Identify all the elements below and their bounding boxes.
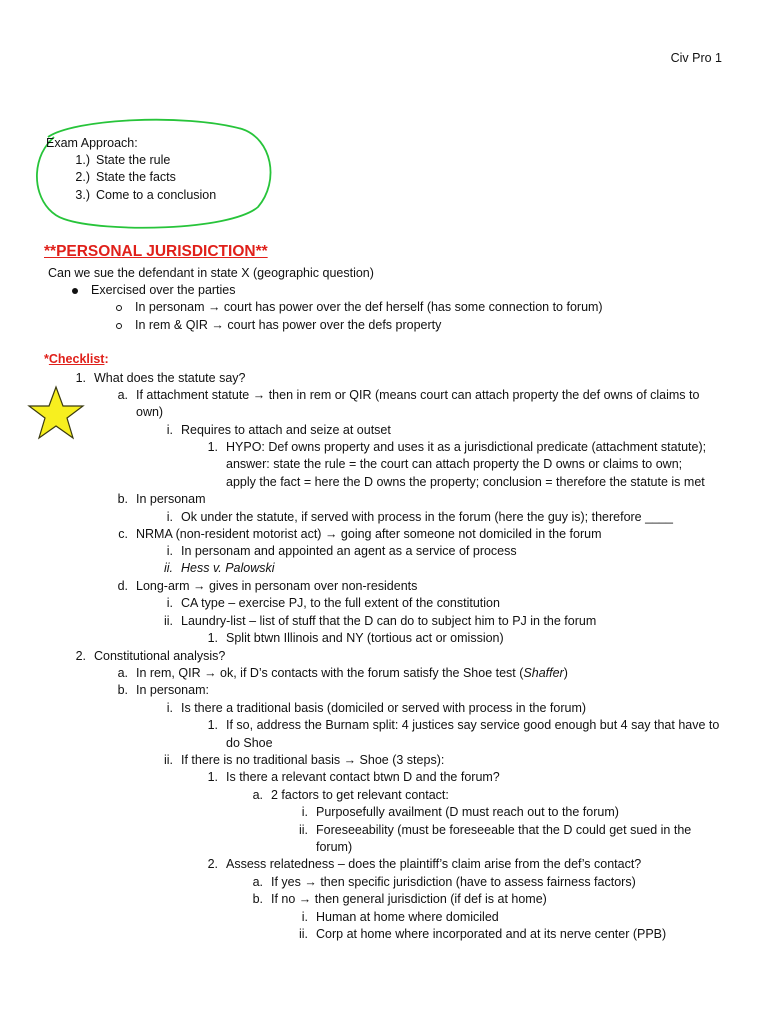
outline-text: Requires to attach and seize at outset [181, 423, 391, 437]
sub-bullet-item [116, 299, 603, 316]
outline-line [108, 491, 205, 508]
outline-marker: i. [301, 805, 308, 819]
outline-line [243, 787, 449, 804]
sub-bullet-icon [116, 305, 122, 311]
checklist-asterisk: * [44, 352, 49, 366]
sub-bullet-icon [116, 323, 122, 329]
step-text: Come to a conclusion [96, 188, 217, 202]
outline-text: Human at home where domiciled [316, 910, 499, 924]
outline-text: Laundry-list – list of stuff that the D can do to subject him to PJ in the forum [181, 614, 597, 628]
outline-line [108, 578, 417, 595]
outline-text: Foreseeability (must be foreseeable that the D could get sued in the [316, 823, 692, 837]
outline-text: own) [136, 405, 164, 419]
step-number: 3.) [75, 188, 90, 202]
outline-marker: ii. [298, 927, 308, 941]
outline-line [153, 543, 517, 560]
outline-text: ) [563, 666, 568, 680]
outline-marker: i. [166, 701, 173, 715]
outline-marker: 1. [207, 440, 218, 454]
outline-line [66, 370, 245, 387]
outline-line [198, 456, 682, 473]
outline-text: In rem, QIR → ok, if D’s contacts with the forum satisfy the Shoe test ( [136, 666, 524, 680]
outline-line [153, 595, 500, 612]
star-icon [27, 385, 85, 441]
outline-marker: b. [117, 683, 128, 697]
outline-text: apply the fact = here the D owns the property; conclusion = therefore the statute is met [226, 475, 705, 489]
outline-marker: i. [166, 596, 173, 610]
outline-marker: 1. [207, 718, 218, 732]
outline-text: CA type – exercise PJ, to the full extent of the constitution [181, 596, 500, 610]
outline-line [288, 926, 666, 943]
outline-marker: 1. [75, 371, 86, 385]
outline-text: If there is no traditional basis → Shoe (3 steps): [181, 753, 445, 767]
outline-line [288, 804, 619, 821]
case-name: Shaffer [523, 666, 564, 680]
outline-line [108, 665, 568, 682]
outline-line [108, 526, 602, 543]
outline-text: NRMA (non-resident motorist act) → going after someone not domiciled in the forum [136, 527, 602, 541]
outline-marker: a. [117, 666, 128, 680]
checklist-word: Checklist [48, 352, 105, 366]
outline-text: Is there a traditional basis (domiciled or served with process in the forum) [181, 701, 587, 715]
outline-text: HYPO: Def owns property and uses it as a jurisdictional predicate (attachment statute); [226, 440, 707, 454]
exam-step-2 [62, 169, 176, 186]
outline-line [288, 839, 352, 856]
section-intro: Can we sue the defendant in state X (geographic question) [48, 266, 374, 280]
exam-step-1 [62, 152, 170, 169]
outline-line [243, 874, 636, 891]
outline-marker: 1. [207, 770, 218, 784]
outline-line [198, 769, 500, 786]
outline-marker: a. [252, 788, 263, 802]
step-text: State the rule [96, 153, 171, 167]
outline-text: What does the statute say? [94, 371, 246, 385]
outline-marker: ii. [298, 823, 308, 837]
outline-marker: i. [166, 510, 173, 524]
outline-marker: a. [117, 388, 128, 402]
checklist-colon: : [104, 352, 109, 366]
outline-text: Long-arm → gives in personam over non-residents [136, 579, 418, 593]
step-number: 1.) [75, 153, 90, 167]
outline-line [288, 822, 691, 839]
section-heading: **PERSONAL JURISDICTION** [44, 243, 268, 260]
checklist-label [44, 352, 109, 366]
outline-text: Ok under the statute, if served with process in the forum (here the guy is); therefore ____ [181, 510, 673, 524]
outline-text: answer: state the rule = the court can attach property the D owns or claims to own; [226, 457, 683, 471]
outline-marker: i. [166, 544, 173, 558]
outline-text: Split btwn Illinois and NY (tortious act or omission) [226, 631, 504, 645]
outline-line [198, 735, 273, 752]
outline-line [198, 439, 706, 456]
outline-marker: 1. [207, 631, 218, 645]
outline-marker: ii. [163, 614, 173, 628]
outline-line [108, 682, 209, 699]
outline-line [153, 560, 275, 577]
outline-line [153, 509, 673, 526]
outline-text: If no → then general jurisdiction (if def is at home) [271, 892, 547, 906]
outline-line [153, 422, 391, 439]
outline-text: Purposefully availment (D must reach out to the forum) [316, 805, 619, 819]
sub-bullet-item [116, 317, 441, 334]
exam-step-3 [62, 187, 216, 204]
outline-text: Assess relatedness – does the plaintiff’s claim arise from the def’s contact? [226, 857, 642, 871]
bullet-text: Exercised over the parties [91, 283, 236, 297]
outline-marker: ii. [163, 753, 173, 767]
sub-bullet-text: In rem & QIR → court has power over the defs property [135, 318, 442, 332]
outline-marker: b. [252, 892, 263, 906]
outline-marker: ii. [163, 561, 173, 575]
outline-line [153, 700, 586, 717]
outline-marker: 2. [207, 857, 218, 871]
exam-approach-title: Exam Approach: [46, 136, 138, 150]
outline-text: In personam and appointed an agent as a service of process [181, 544, 517, 558]
outline-text: If yes → then specific jurisdiction (have to assess fairness factors) [271, 875, 636, 889]
outline-line [153, 613, 596, 630]
outline-marker: c. [118, 527, 128, 541]
outline-line [198, 856, 641, 873]
outline-text: 2 factors to get relevant contact: [271, 788, 449, 802]
outline-line [198, 717, 719, 734]
outline-text: In personam [136, 492, 206, 506]
outline-line [108, 387, 699, 404]
outline-marker: a. [252, 875, 263, 889]
outline-text: forum) [316, 840, 353, 854]
outline-text: If attachment statute → then in rem or QIR (means court can attach property the def owns of claims to [136, 388, 700, 402]
step-text: State the facts [96, 170, 176, 184]
outline-line [153, 752, 444, 769]
outline-line [66, 648, 225, 665]
outline-text: Constitutional analysis? [94, 649, 226, 663]
case-name: Hess v. Palowski [181, 561, 275, 575]
outline-line [108, 404, 163, 421]
outline-text: do Shoe [226, 736, 273, 750]
outline-marker: d. [117, 579, 128, 593]
outline-line [198, 630, 504, 647]
outline-line [288, 909, 499, 926]
outline-text: If so, address the Burnam split: 4 justices say service good enough but 4 say that have to [226, 718, 720, 732]
outline-text: In personam: [136, 683, 209, 697]
page-header: Civ Pro 1 [670, 51, 722, 65]
outline-marker: i. [301, 910, 308, 924]
step-number: 2.) [75, 170, 90, 184]
outline-line [198, 474, 705, 491]
outline-line [243, 891, 547, 908]
bullet-item [72, 282, 236, 299]
outline-marker: i. [166, 423, 173, 437]
sub-bullet-text: In personam → court has power over the def herself (has some connection to forum) [135, 300, 603, 314]
bullet-icon [72, 288, 78, 294]
outline-marker: 2. [75, 649, 86, 663]
outline-text: Is there a relevant contact btwn D and the forum? [226, 770, 500, 784]
outline-marker: b. [117, 492, 128, 506]
outline-text: Corp at home where incorporated and at its nerve center (PPB) [316, 927, 667, 941]
